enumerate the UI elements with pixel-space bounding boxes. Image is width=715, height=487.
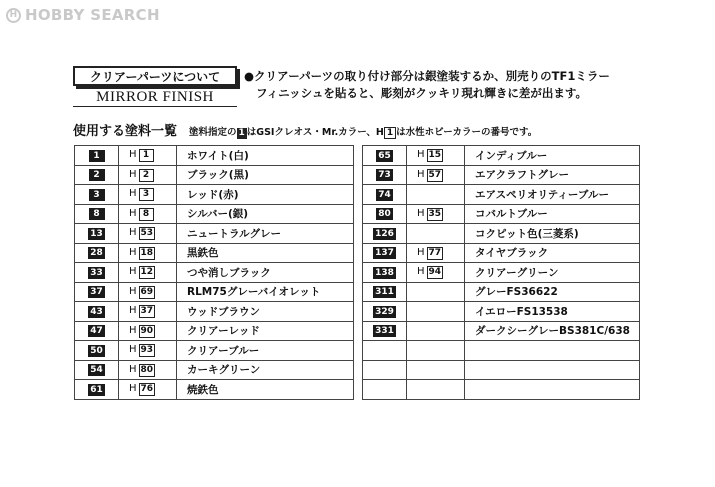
hobby-color-number: 15 (428, 150, 442, 161)
hobby-color-number: 8 (139, 208, 154, 221)
hobby-color-prefix: H (129, 188, 137, 200)
hobby-color-number: 94 (428, 267, 442, 278)
hobby-color-number-cell (407, 185, 465, 205)
hobby-color-number: 76 (140, 384, 154, 395)
hobby-color-number-cell (407, 146, 465, 166)
hobby-color-number: 37 (140, 306, 154, 317)
hobby-color-number: 93 (140, 345, 154, 356)
hobby-search-watermark (6, 5, 160, 25)
paint-name: 焼鉄色 (177, 380, 354, 400)
hobby-color-number-cell (407, 243, 465, 263)
legend-middle: はGSIクレオス・Mr.カラー、H (246, 127, 384, 138)
legend-suffix: は水性ホビーカラーの番号です。 (396, 127, 538, 138)
hobby-color-prefix: H (417, 246, 425, 258)
paint-row (363, 204, 640, 224)
paint-row (363, 341, 640, 361)
paint-row (75, 282, 354, 302)
hobby-color-prefix: H (129, 324, 137, 336)
mr-color-number-cell (363, 282, 407, 302)
hobby-color-prefix: H (417, 168, 425, 180)
paint-name (465, 360, 640, 380)
mr-color-number: 3 (89, 189, 105, 201)
hobby-color-number-cell (407, 282, 465, 302)
paint-name: レッド(赤) (177, 185, 354, 205)
mr-color-number: 137 (375, 248, 394, 259)
paint-name: クリアーレッド (177, 321, 354, 341)
paint-row (363, 185, 640, 205)
mr-color-number: 73 (378, 170, 391, 181)
mr-color-number: 80 (378, 209, 391, 220)
paint-name: ニュートラルグレー (177, 224, 354, 244)
paint-list-title: 使用する塗料一覧 (73, 124, 178, 139)
mr-color-number: 2 (89, 169, 105, 181)
hobby-color-number-cell (407, 341, 465, 361)
paint-row (363, 224, 640, 244)
mr-color-number-cell (363, 360, 407, 380)
mr-color-number-cell (75, 185, 119, 205)
paint-row (75, 243, 354, 263)
hobby-color-number-cell (119, 224, 177, 244)
hobby-color-number-cell (407, 204, 465, 224)
mr-color-number: 54 (90, 365, 103, 376)
paint-row (363, 263, 640, 283)
paint-table-right (362, 145, 640, 400)
hobby-color-number-cell (119, 341, 177, 361)
paint-name: カーキグリーン (177, 360, 354, 380)
paint-row (363, 282, 640, 302)
mr-color-number-cell (75, 243, 119, 263)
hobby-color-prefix: H (417, 266, 425, 278)
mr-color-number: 13 (90, 228, 103, 239)
note-line-2: フィニッシュを貼ると、彫刻がクッキリ現れ輝きに差が出ます。 (256, 86, 587, 100)
mr-color-number: 50 (90, 345, 103, 356)
hobby-color-number-cell (119, 146, 177, 166)
legend-mr-color-badge: 1 (238, 128, 245, 138)
hobby-color-number: 18 (140, 247, 154, 258)
mr-color-number-cell (75, 282, 119, 302)
paint-list-legend (189, 124, 537, 139)
mr-color-number-cell (363, 185, 407, 205)
paint-row (363, 321, 640, 341)
hobby-color-number-cell (119, 243, 177, 263)
mr-color-number-cell (363, 263, 407, 283)
paint-name: RLM75グレーバイオレット (177, 282, 354, 302)
mr-color-number-cell (75, 165, 119, 185)
hobby-color-prefix: H (129, 207, 137, 219)
paint-name: ブラック(黒) (177, 165, 354, 185)
paint-name: エアスペリオリティーブルー (465, 185, 640, 205)
hobby-color-number: 2 (139, 169, 154, 182)
paint-name: コクピット色(三菱系) (465, 224, 640, 244)
paint-row (363, 360, 640, 380)
hobby-color-number-cell (407, 165, 465, 185)
mr-color-number-cell (363, 380, 407, 400)
paint-row (75, 341, 354, 361)
mr-color-number: 47 (90, 326, 103, 337)
paint-name: 黒鉄色 (177, 243, 354, 263)
mr-color-number-cell (363, 165, 407, 185)
paint-name: コバルトブルー (465, 204, 640, 224)
paint-row (75, 380, 354, 400)
paint-row (75, 360, 354, 380)
hobby-color-number-cell (119, 263, 177, 283)
hobby-color-number-cell (119, 165, 177, 185)
section-subtitle: MIRROR FINISH (73, 88, 237, 107)
mr-color-number: 65 (378, 150, 391, 161)
paint-name (465, 341, 640, 361)
paint-name: イエローFS13538 (465, 302, 640, 322)
hobby-color-prefix: H (129, 305, 137, 317)
paint-row (75, 165, 354, 185)
section-title: クリアーパーツについて (73, 66, 237, 86)
paint-name: クリアーグリーン (465, 263, 640, 283)
mr-color-number: 28 (90, 248, 103, 259)
hobby-color-number-cell (407, 302, 465, 322)
hobby-color-number: 80 (140, 364, 154, 375)
hobby-color-number-cell (119, 185, 177, 205)
hobby-color-number-cell (119, 360, 177, 380)
paint-row (75, 263, 354, 283)
hobby-color-number-cell (407, 263, 465, 283)
hobby-color-prefix: H (129, 266, 137, 278)
paint-row (75, 185, 354, 205)
mr-color-number-cell (75, 360, 119, 380)
mr-color-number-cell (75, 224, 119, 244)
paint-name: インディブルー (465, 146, 640, 166)
hobby-color-number-cell (407, 224, 465, 244)
paint-name: クリアーブルー (177, 341, 354, 361)
hobby-color-number-cell (119, 282, 177, 302)
hobby-color-prefix: H (129, 168, 137, 180)
hobby-color-number: 57 (428, 169, 442, 180)
mr-color-number: 311 (375, 287, 394, 298)
paint-row (75, 146, 354, 166)
note-line-1: ●クリアーパーツの取り付け部分は銀塗装するか、別売りのTF1ミラー (244, 69, 610, 83)
mr-color-number: 37 (90, 287, 103, 298)
paint-row (75, 224, 354, 244)
mr-color-number: 138 (375, 267, 394, 278)
hobby-color-number: 77 (428, 247, 442, 258)
mr-color-number: 43 (90, 306, 103, 317)
mr-color-number-cell (75, 263, 119, 283)
mr-color-number-cell (75, 146, 119, 166)
hobby-color-number: 53 (140, 228, 154, 239)
paint-name: つや消しブラック (177, 263, 354, 283)
mr-color-number-cell (75, 380, 119, 400)
hobby-color-prefix: H (129, 285, 137, 297)
watermark-logo-icon: H (6, 8, 21, 23)
paint-row (363, 165, 640, 185)
paint-row (75, 302, 354, 322)
hobby-color-number: 3 (139, 188, 154, 201)
mr-color-number-cell (75, 341, 119, 361)
mr-color-number-cell (363, 302, 407, 322)
hobby-color-prefix: H (129, 383, 137, 395)
mr-color-number: 8 (89, 208, 105, 220)
legend-hobby-color-box: 1 (384, 127, 396, 139)
paint-name: シルバー(銀) (177, 204, 354, 224)
paint-list-heading (73, 120, 537, 139)
mr-color-number-cell (363, 243, 407, 263)
mr-color-number-cell (363, 321, 407, 341)
paint-row (363, 380, 640, 400)
paint-name: タイヤブラック (465, 243, 640, 263)
paint-name: グレーFS36622 (465, 282, 640, 302)
mr-color-number: 126 (375, 228, 394, 239)
paint-row (363, 146, 640, 166)
hobby-color-prefix: H (129, 227, 137, 239)
mr-color-number: 1 (89, 150, 105, 162)
hobby-color-number: 69 (140, 286, 154, 297)
hobby-color-number: 90 (140, 325, 154, 336)
mr-color-number-cell (363, 146, 407, 166)
paint-name: エアクラフトグレー (465, 165, 640, 185)
hobby-color-number-cell (119, 302, 177, 322)
paint-table-left (74, 145, 354, 400)
hobby-color-number-cell (407, 380, 465, 400)
paint-name: ホワイト(白) (177, 146, 354, 166)
paint-row (363, 243, 640, 263)
hobby-color-number-cell (407, 321, 465, 341)
paint-row (75, 321, 354, 341)
clear-parts-note (244, 68, 684, 102)
hobby-color-number-cell (119, 204, 177, 224)
hobby-color-number: 1 (139, 149, 154, 162)
mr-color-number-cell (75, 321, 119, 341)
mr-color-number: 331 (375, 326, 394, 337)
hobby-color-number: 12 (140, 267, 154, 278)
mr-color-number: 74 (378, 189, 391, 200)
hobby-color-prefix: H (129, 344, 137, 356)
hobby-color-number-cell (407, 360, 465, 380)
hobby-color-prefix: H (129, 149, 137, 161)
hobby-color-prefix: H (129, 246, 137, 258)
paint-name: ウッドブラウン (177, 302, 354, 322)
mr-color-number-cell (363, 341, 407, 361)
legend-prefix: 塗料指定の (189, 127, 237, 138)
hobby-color-prefix: H (417, 207, 425, 219)
paint-row (75, 204, 354, 224)
hobby-color-number-cell (119, 321, 177, 341)
mr-color-number: 61 (90, 384, 103, 395)
mr-color-number: 33 (90, 267, 103, 278)
hobby-color-number-cell (119, 380, 177, 400)
mr-color-number-cell (363, 224, 407, 244)
watermark-text: HOBBY SEARCH (25, 6, 160, 24)
paint-name (465, 380, 640, 400)
mr-color-number-cell (75, 302, 119, 322)
hobby-color-prefix: H (129, 363, 137, 375)
paint-name: ダークシーグレーBS381C/638 (465, 321, 640, 341)
mr-color-number-cell (75, 204, 119, 224)
mr-color-number: 329 (375, 306, 394, 317)
mr-color-number-cell (363, 204, 407, 224)
hobby-color-prefix: H (417, 149, 425, 161)
paint-row (363, 302, 640, 322)
hobby-color-number: 35 (428, 208, 442, 219)
